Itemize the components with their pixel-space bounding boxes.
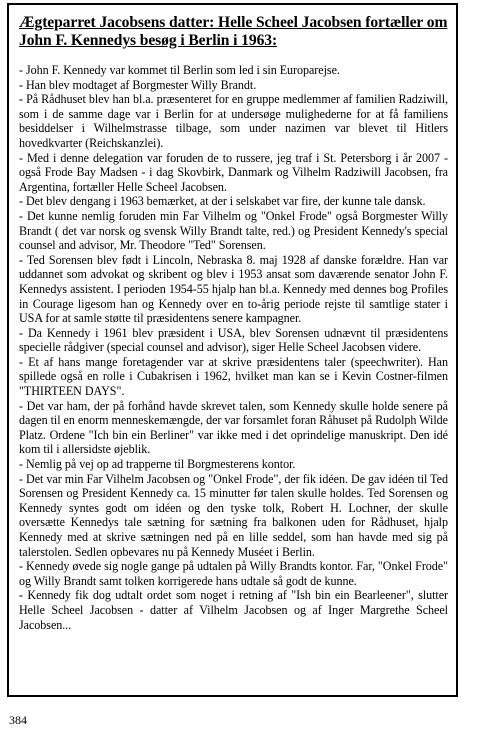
paragraph-1: - John F. Kennedy var kommet til Berlin som led i sin Europarejse.: [19, 63, 340, 77]
article-title: Ægteparret Jacobsens datter: Helle Scheel Jacobsen fortæller om John F. Kennedys besøg i Berlin i 1963:: [19, 14, 448, 49]
paragraph-5: - Det blev dengang i 1963 bemærket, at der i selskabet var fire, der kunne tale dansk.: [19, 194, 426, 209]
paragraph-11: - Nemlig på vej op ad trapperne til Borgmesterens kontor.: [19, 457, 296, 472]
paragraph-2: - Han blev modtaget af Borgmester Willy Brandt.: [19, 77, 257, 92]
paragraph-9: - Et af hans mange foretagender var at skrive præsidentens taler (speechwriter). Han spillede også en rolle i Cubakrisen i 1962, hvilket man kan se i Kevin Costner-filmen "THIRTEEN DAYS".: [19, 354, 448, 399]
paragraph-6: - Det kunne nemlig foruden min Far Vilhelm og "Onkel Frode" også Borgmester Willy Brandt ( det var norsk og svensk Willy Brandt talte, red.) og President Kennedy's special counsel and advisor, Mr. Theodore "Ted" Sorensen.: [19, 208, 448, 253]
paragraph-10: - Det var ham, der på forhånd havde skrevet talen, som Kennedy skulle holde senere på dagen til en enorm menneskemængde, der var forsamlet foran Råhuset på Rudolph Wilde Platz. Ordene "Ich bin ein Berliner" var ikke med i det oprindelige manuskript. Den idé kom til i allersidste øjeblik.: [19, 398, 448, 457]
paragraph-13: - Kennedy øvede sig nogle gange på udtalen på Willy Brandts kontor. Far, "Onkel Frode" og Willy Brandt samt tolken korrigerede hans udtale så godt de kunne.: [19, 559, 448, 588]
article-box: [7, 3, 458, 697]
paragraph-3: - På Rådhuset blev han bl.a. præsenteret for en gruppe medlemmer af familien Radziwill, som i de samme dage var i Berlin for at undersøge mulighederne for at få familiens besiddelser i Wilhelmstrasse tilbage, som under nazimen var blevet til Hitlers hovedkvarter (Reichskanzlei).: [19, 92, 448, 150]
paragraph-12: - Det var min Far Vilhelm Jacobsen og "Onkel Frode", der fik idéen. De gav idéen til Ted Sorensen og President Kennedy ca. 15 minutter før talen skulle holdes. Ted Sorensen og Kennedy syntes godt om idéen og den tyske tolk, Robert H. Lochner, der skulle oversætte Kennedys tale sætning for sætning fra balkonen uden for Rådhuset, hjalp Kennedy med at skrive sætningen ned på en lille seddel, som han havde med sig på talerstolen. Sedlen opbevares nu på Kennedy Muséet i Berlin.: [19, 471, 448, 559]
paragraph-14: - Kennedy fik dog udtalt ordet som noget i retning af "Ish bin ein Bearleener", slutter Helle Scheel Jacobsen - datter af Vilhelm Jacobsen og af Inger Margrethe Scheel Jacobsen...: [19, 588, 448, 632]
paragraph-7: - Ted Sorensen blev født i Lincoln, Nebraska 8. maj 1928 af danske forældre. Han var uddannet som advokat og skribent og blev i 1953 ansat som daværende senator John F. Kennedys assistent. I perioden 1954-55 hjalp han bl.a. Kennedy med dennes bog Profiles in Courage ligesom han og Kennedy over en to-årig periode rejste til samtlige stater i USA for at samle støtte til præsidentens senere kampagner.: [19, 252, 448, 326]
paragraph-8: - Da Kennedy i 1961 blev præsident i USA, blev Sorensen udnævnt til præsidentens specielle rådgiver (special counsel and advisor), siger Helle Scheel Jacobsen videre.: [19, 325, 448, 355]
paragraph-4: - Med i denne delegation var foruden de to russere, jeg traf i St. Petersborg i år 2007 - også Frode Bay Madsen - i dag Skovbirk, Danmark og Vilhelm Radziwill Jacobsen, fra Argentina, fortæller Helle Scheel Jacobsen.: [19, 150, 448, 194]
page-number: 384: [9, 713, 27, 727]
